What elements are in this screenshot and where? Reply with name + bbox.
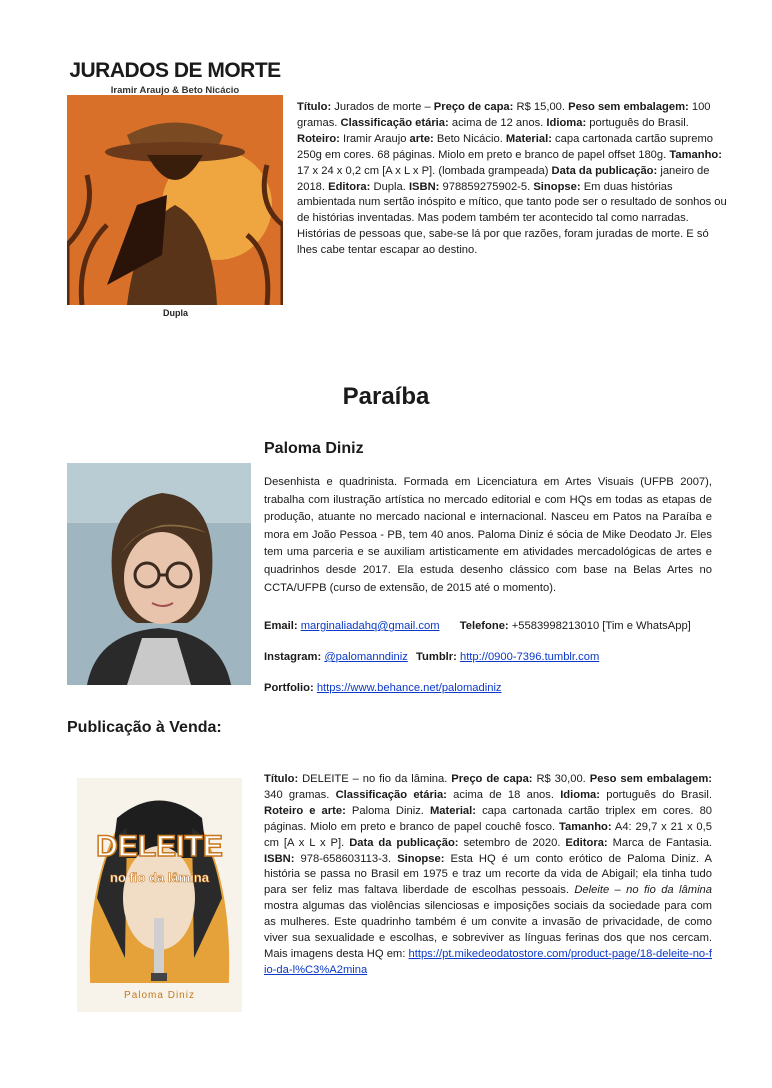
field-value: Marca de Fantasia. [607, 836, 713, 849]
cover-author: Paloma Diniz [124, 990, 195, 1001]
field-value: acima de 18 anos. [446, 788, 561, 801]
field-value: 978-658603113-3. [294, 852, 398, 865]
field-label: arte: [409, 132, 434, 145]
cover-subtitle: no fio da lâmina [110, 870, 209, 885]
book-cover-deleite [77, 778, 242, 1012]
field-label: Preço de capa: [451, 773, 533, 785]
field-value: português do Brasil. [599, 788, 712, 801]
field-value: 17 x 24 x 0,2 cm [A x L x P]. (lombada grampeada) [297, 164, 552, 177]
field-label: Sinopse: [397, 852, 445, 865]
cover-illustration [67, 55, 283, 330]
email-link[interactable]: marginaliadahq@gmail.com [300, 620, 440, 632]
field-label: Material: [505, 132, 552, 145]
field-value: acima de 12 anos. [448, 116, 547, 129]
artist-photo [67, 463, 251, 685]
book-store-link[interactable]: https://pt.mikedeodatostore.com/product-page/18-deleite-no-fio-da-l%C3%A2mina [264, 947, 712, 976]
field-label: Título: [297, 101, 332, 113]
cover-authors: Iramir Araujo & Beto Nicácio [110, 85, 240, 96]
field-value: Dupla. [370, 180, 409, 193]
field-label: Editora: [565, 836, 608, 849]
field-value: Beto Nicácio. [433, 132, 506, 145]
field-value: capa cartonada cartão triplex em cores. 80 páginas. Miolo em preto e branco de papel couchê fosco. [264, 804, 713, 833]
book2-info [264, 772, 712, 979]
phone-value: +5583998213010 [Tim e WhatsApp] [508, 620, 691, 632]
field-value: Iramir Araujo [339, 132, 410, 145]
tumblr-label: Tumblr: [416, 651, 457, 663]
contact-social [264, 650, 734, 666]
field-label: Data da publicação: [551, 164, 658, 177]
portfolio-label: Portfolio: [264, 682, 314, 694]
field-label: Roteiro: [297, 132, 340, 145]
artist-bio: Desenhista e quadrinista. Formada em Licenciatura em Artes Visuais (UFPB 2007), trabalha com ilustração artística no mercado editorial e com HQs em todas as etapas de produção, atuante no mercado nacional e internacional. Nasceu em Patos na Paraíba e mora em João Pessoa - PB, tem 40 anos. Paloma Diniz é sócia de Mike Deodato Jr. Eles tem uma parceria e se auxiliam artisticamente em atividades mercadológicas de artes e quadrinhos desde 2017. Ela estuda desenho clássico com base na Belas Artes no CCTA/UFPB (curso de extensão, de 2015 até o momento). [264, 476, 712, 594]
phone-label: Telefone: [459, 620, 509, 632]
section-title: Paraíba [342, 383, 430, 410]
field-label: Editora: [328, 180, 371, 193]
field-value: mostra algumas das violências silenciosas e imposições sociais da sociedade para com as mulheres. Este quadrinho também é um convite a invasão de privacidade, de como viver sua sexualidade e escolhas, e sobreviver as línguas ferinas dos que nos cercam. Mais imagens desta HQ em: [264, 900, 712, 960]
field-value: Paloma Diniz. [345, 804, 430, 817]
field-value: R$ 15,00. [513, 101, 569, 113]
field-label: Peso sem embalagem: [568, 101, 689, 113]
field-value: Esta HQ é um conto erótico de Paloma Diniz. A história se passa no Brasil em 1975 e traz um recorte da vida de Abigail; ela tinha tudo para ser feliz mas faltava liberdade de escolhas pessoais. [264, 852, 712, 897]
book1-info [297, 100, 727, 259]
field-label: Tamanho: [669, 148, 722, 161]
field-value: DELEITE – no fio da lâmina. [298, 773, 452, 785]
field-value: Deleite – no fio da lâmina [574, 884, 713, 897]
field-value: Jurados de morte – [331, 101, 434, 113]
field-value: 340 gramas. [264, 788, 336, 801]
book-cover-jurados-de-morte [67, 55, 283, 330]
cover-title: DELEITE [96, 830, 223, 863]
field-label: ISBN: [408, 180, 440, 193]
field-label: Material: [429, 804, 476, 817]
field-value: R$ 30,00. [532, 773, 590, 785]
contact-email-phone [264, 619, 734, 635]
portfolio-link[interactable]: https://www.behance.net/palomadiniz [316, 682, 502, 694]
field-value: setembro de 2020. [458, 836, 566, 849]
portrait-image [67, 463, 251, 685]
field-value: 978859275902-5. [439, 180, 534, 193]
publication-heading: Publicação à Venda: [67, 719, 222, 736]
field-value: janeiro de 2018. [297, 164, 710, 193]
field-value: português do Brasil. [586, 116, 689, 129]
field-label: Idioma: [546, 116, 587, 129]
field-value: 100 gramas. [297, 101, 711, 129]
field-label: Preço de capa: [433, 101, 514, 113]
field-label: Classificação etária: [340, 116, 449, 129]
field-label: Roteiro e arte: [264, 804, 346, 817]
cover-title: JURADOS DE MORTE [69, 59, 281, 82]
instagram-label: Instagram: [264, 651, 322, 663]
field-label: Idioma: [560, 788, 600, 801]
field-label: Título: [264, 773, 299, 785]
field-value: A4: 29,7 x 21 x 0,5 cm [A x L x P]. [264, 820, 712, 849]
cover-publisher: Dupla [163, 308, 189, 318]
field-value: Em duas histórias ambientada num sertão inóspito e mítico, que tanto pode ser o resultado de sonhos ou de histórias inventadas. Mas podem também ter acontecido tal como narradas. Histórias de pessoas que, sabe-se lá por que razões, foram juradas de morte. E só lhes cabe tentar escapar ao destino. [297, 180, 727, 257]
cover-illustration [77, 778, 242, 1012]
field-value: capa cartonada cartão supremo 250g em cores. 68 páginas. Miolo em preto e branco de papel offset 180g. [297, 132, 714, 161]
instagram-link[interactable]: @palomanndiniz [324, 651, 408, 663]
field-label: Tamanho: [558, 820, 612, 833]
field-label: ISBN: [264, 852, 295, 865]
email-label: Email: [264, 620, 298, 632]
field-label: Data da publicação: [349, 836, 459, 849]
field-label: Peso sem embalagem: [589, 773, 713, 785]
contact-portfolio [264, 681, 734, 697]
artist-name: Paloma Diniz [264, 440, 364, 457]
field-label: Classificação etária: [335, 788, 447, 801]
tumblr-link[interactable]: http://0900-7396.tumblr.com [459, 651, 600, 663]
field-label: Sinopse: [533, 180, 581, 193]
